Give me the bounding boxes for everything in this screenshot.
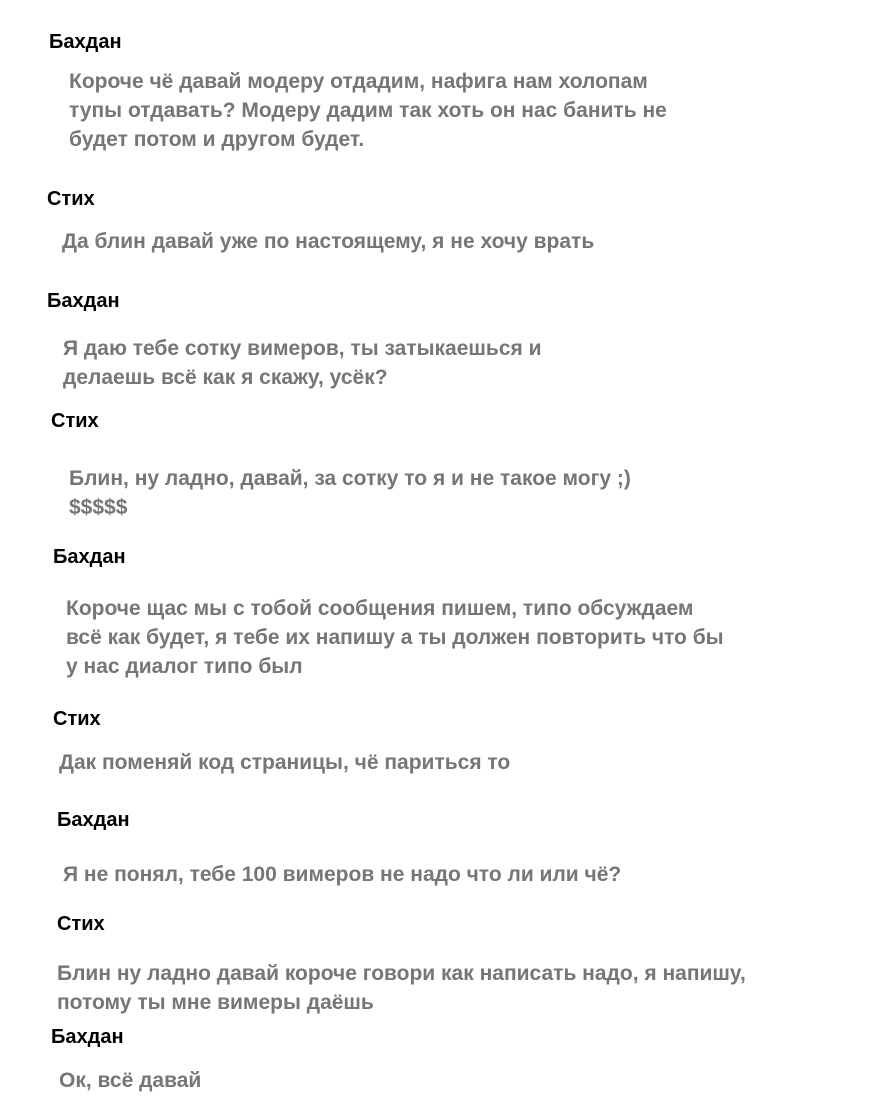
author-name: Стих [57, 913, 105, 935]
message-line: $$$$$ [69, 496, 128, 519]
message-line: у нас диалог типо был [66, 655, 303, 678]
message-line: Дак поменяй код страницы, чё париться то [59, 751, 511, 774]
message-text [66, 594, 724, 681]
message-line: Ок, всё давай [59, 1069, 202, 1092]
message-line: Короче щас мы с тобой сообщения пишем, типо обсуждаем [66, 597, 694, 620]
message-text [57, 959, 746, 1017]
author-name: Бахдан [47, 290, 120, 312]
message-line: тупы отдавать? Модеру дадим так хоть он нас банить не [69, 99, 667, 122]
message-text [62, 227, 594, 256]
message-text [59, 1066, 201, 1095]
message-line: всё как будет, я тебе их напишу а ты должен повторить что бы [66, 626, 724, 649]
author-name: Бахдан [57, 809, 130, 831]
author-name: Стих [47, 188, 95, 210]
author-name: Бахдан [49, 31, 122, 53]
author-name: Бахдан [53, 546, 126, 568]
message-line: Короче чё давай модеру отдадим, нафига нам холопам [69, 70, 648, 93]
message-text [69, 67, 667, 154]
message-line: делаешь всё как я скажу, усёк? [63, 366, 388, 389]
message-line: Я даю тебе сотку вимеров, ты затыкаешься и [63, 337, 542, 360]
message-line: Да блин давай уже по настоящему, я не хочу врать [62, 230, 595, 253]
message-line: будет потом и другом будет. [69, 128, 365, 151]
message-text [63, 334, 542, 392]
message-line: Блин, ну ладно, давай, за сотку то я и не такое могу ;) [69, 467, 631, 490]
author-name: Стих [53, 708, 101, 730]
message-line: Блин ну ладно давай короче говори как написать надо, я напишу, [57, 962, 746, 985]
message-line: потому ты мне вимеры даёшь [57, 991, 374, 1014]
message-text [59, 748, 510, 777]
message-text [69, 464, 631, 522]
message-line: Я не понял, тебе 100 вимеров не надо что ли или чё? [63, 863, 622, 886]
author-name: Стих [51, 410, 99, 432]
message-text [63, 860, 621, 889]
author-name: Бахдан [51, 1026, 124, 1048]
